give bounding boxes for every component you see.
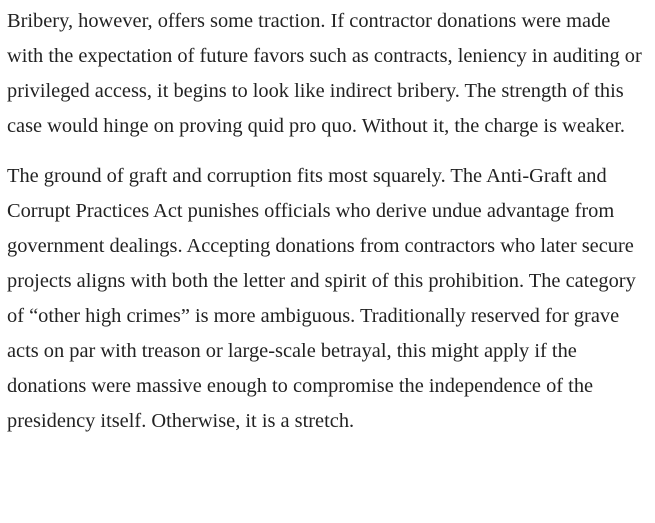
paragraph-bribery: Bribery, however, offers some traction. If contractor donations were made with the expectation of future favors such as contracts, leniency in auditing or privileged access, it begins to look like indirect bribery. The strength of this case would hinge on proving quid pro quo. Without it, the charge is weaker. — [7, 10, 642, 137]
article-body — [7, 4, 647, 439]
paragraph-graft-corruption: The ground of graft and corruption fits most squarely. The Anti-Graft and Corrupt Practices Act punishes officials who derive undue advantage from government dealings. Accepting donations from contractors who later secure projects aligns with both the letter and spirit of this prohibition. The category of “other high crimes” is more ambiguous. Traditionally reserved for grave acts on par with treason or large-scale betrayal, this might apply if the donations were massive enough to compromise the independence of the presidency itself. Otherwise, it is a stretch. — [7, 165, 636, 432]
